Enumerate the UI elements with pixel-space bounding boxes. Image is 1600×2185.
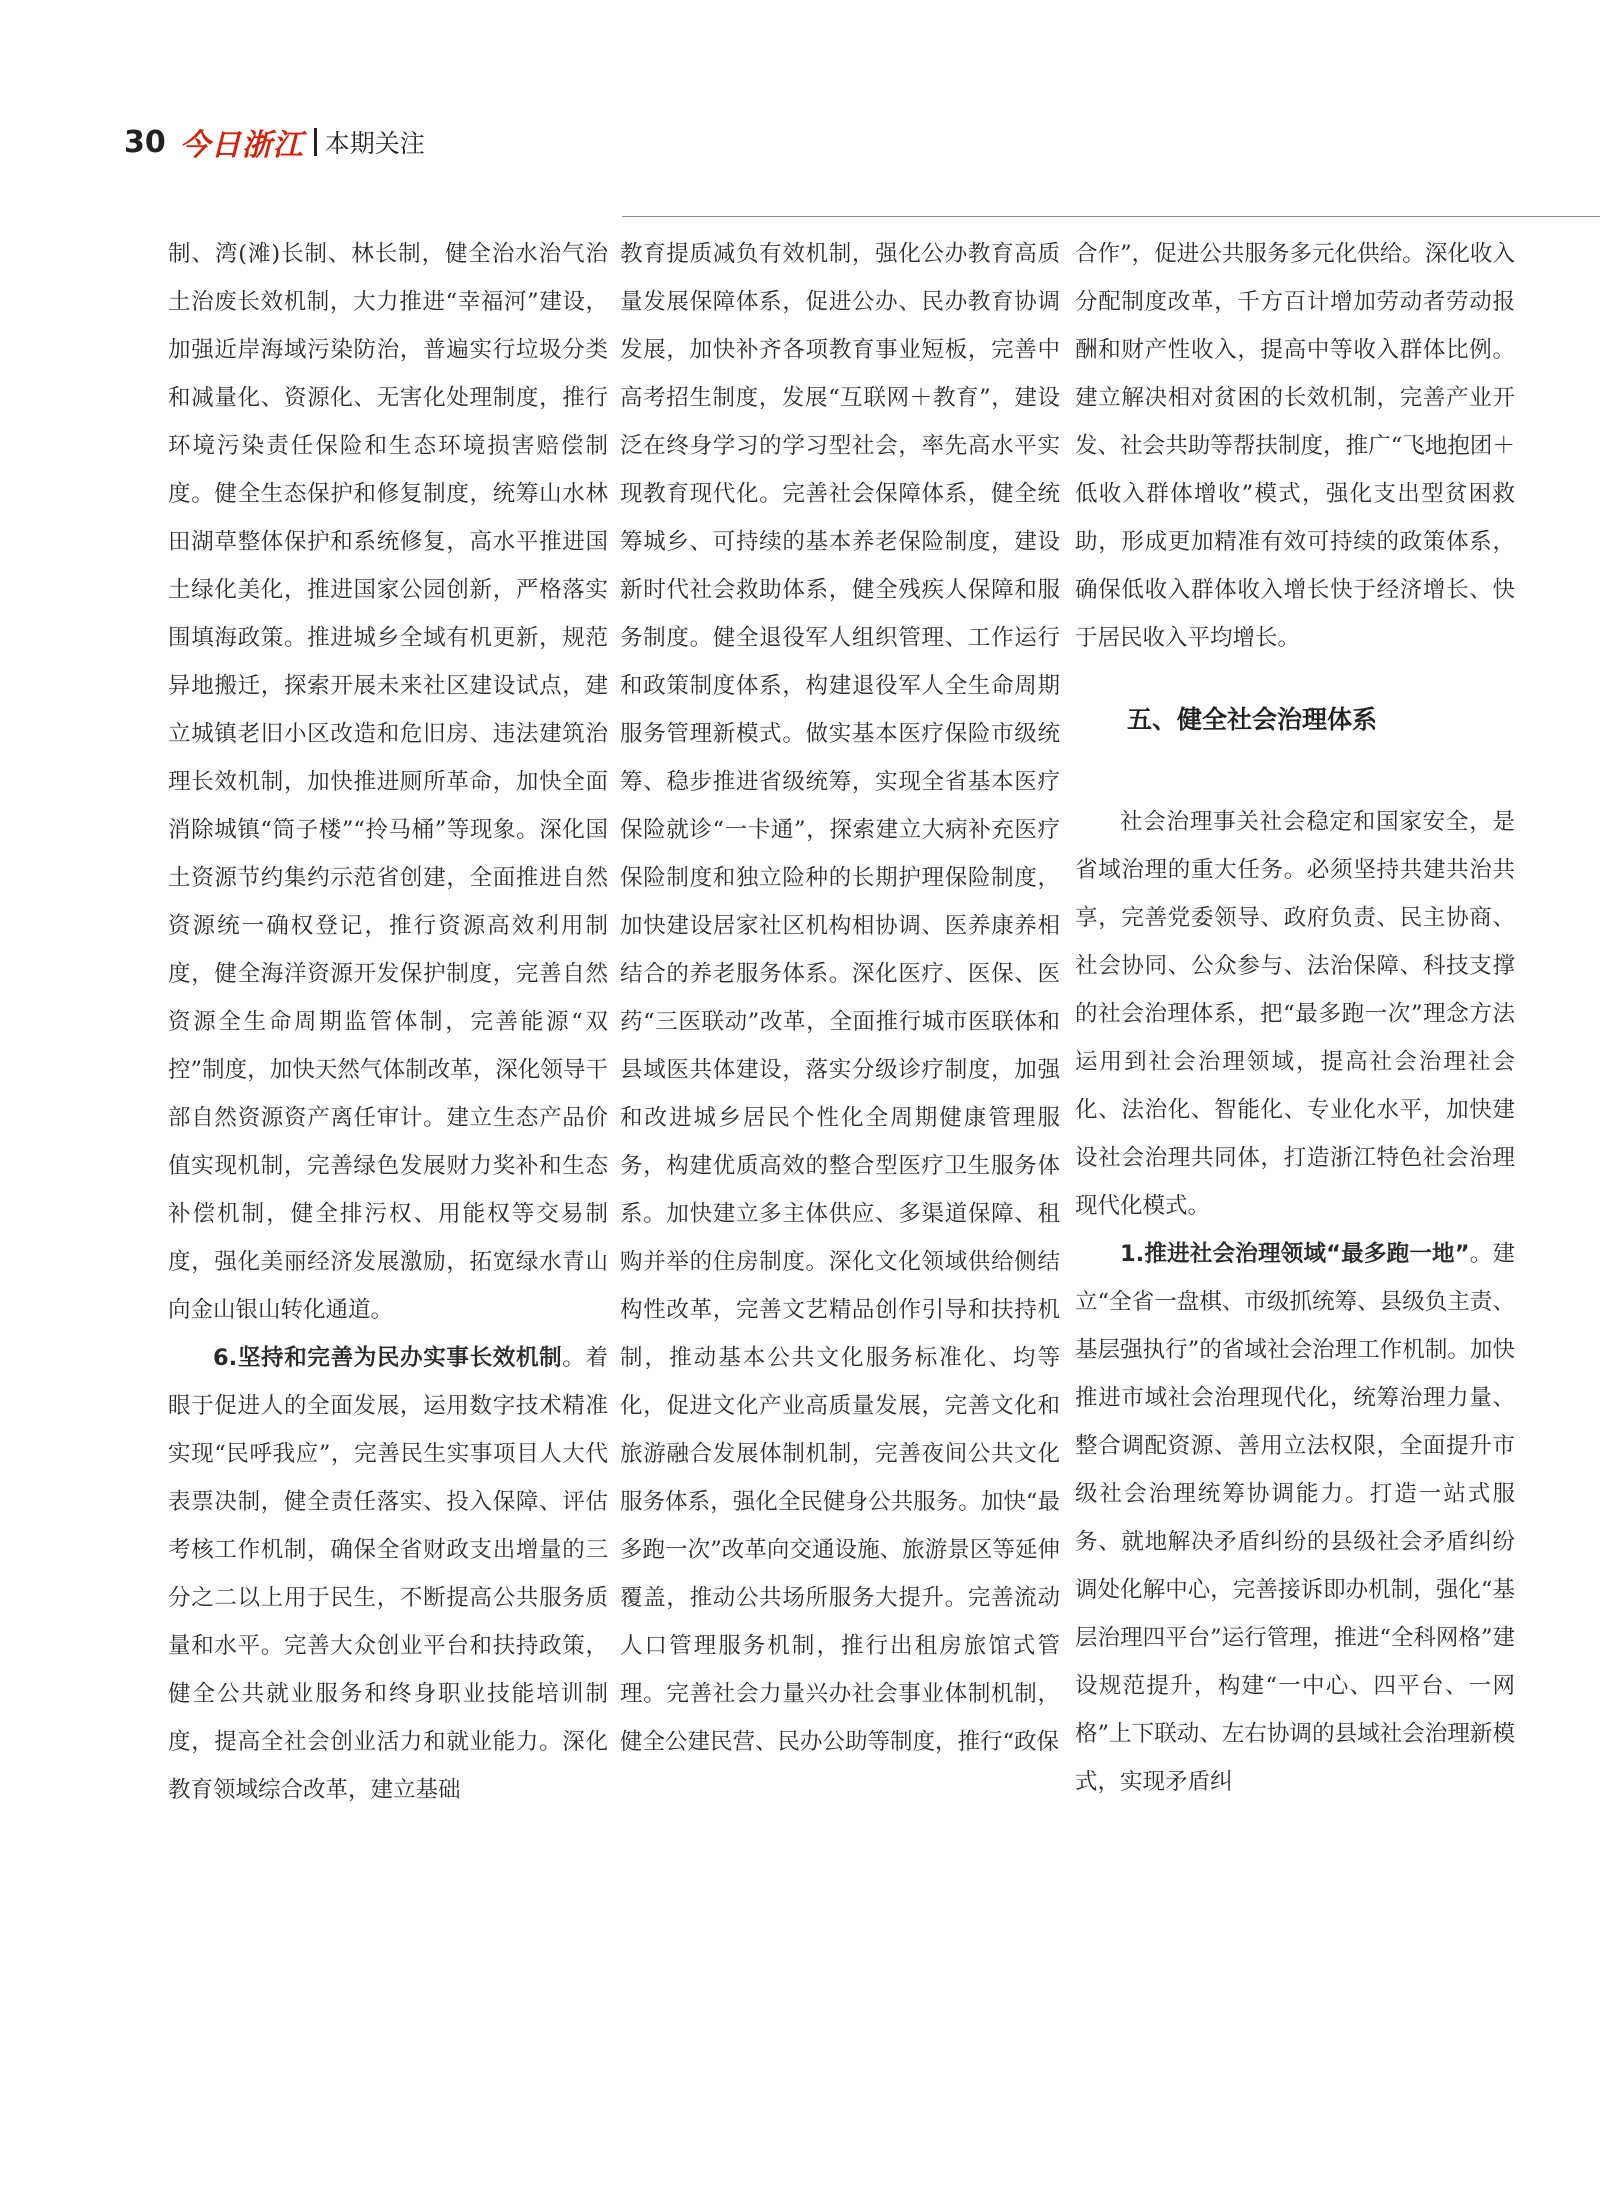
text-column-3 bbox=[1075, 230, 1515, 2010]
paragraph: 教育提质减负有效机制，强化公办教育高质量发展保障体系，促进公办、民办教育协调发展，加快补齐各项教育事业短板，完善中高考招生制度，发展“互联网＋教育”，建设泛在终身学习的学习型社会，率先高水平实现教育现代化。完善社会保障体系，健全统筹城乡、可持续的基本养老保险制度，建设新时代社会救助体系，健全残疾人保障和服务制度。健全退役军人组织管理、工作运行和政策制度体系，构建退役军人全生命周期服务管理新模式。做实基本医疗保险市级统筹、稳步推进省级统筹，实现全省基本医疗保险就诊“一卡通”，探索建立大病补充医疗保险制度和独立险种的长期护理保险制度，加快建设居家社区机构相协调、医养康养相结合的养老服务体系。深化医疗、医保、医药“三医联动”改革，全面推行城市医联体和县域医共体建设，落实分级诊疗制度，加强和改进城乡居民个性化全周期健康管理服务，构建优质高效的整合型医疗卫生服务体系。加快建立多主体供应、多渠道保障、租购并举的住房制度。深化文化领域供给侧结构性改革，完善文艺精品创作引导和扶持机制，推动基本公共文化服务标准化、均等化，促进文化产业高质量发展，完善文化和旅游融合发展体制机制，完善夜间公共文化服务体系，强化全民健身公共服务。加快“最多跑一次”改革向交通设施、旅游景区等延伸覆盖，推动公共场所服务大提升。完善流动人口管理服务机制，推行出租房旅馆式管理。完善社会力量兴办社会事业体制机制，健全公建民营、民办公助等制度，推行“政保 bbox=[620, 241, 1060, 1755]
paragraph-body: 。着眼于促进人的全面发展，运用数字技术精准实现“民呼我应”，完善民生实事项目人大代表票决制，健全责任落实、投入保障、评估考核工作机制，确保全省财政支出增量的三分之二以上用于民生，不断提高公共服务质量和水平。完善大众创业平台和扶持政策，健全公共就业服务和终身职业技能培训制度，提高全社会创业活力和就业能力。深化教育领域综合改革，建立基础 bbox=[168, 1345, 608, 1803]
paragraph: 合作”，促进公共服务多元化供给。深化收入分配制度改革，千方百计增加劳动者劳动报酬和财产性收入，提高中等收入群体比例。建立解决相对贫困的长效机制，完善产业开发、社会共助等帮扶制度，推广“飞地抱团＋低收入群体增收”模式，强化支出型贫困救助，形成更加精准有效可持续的政策体系，确保低收入群体收入增长快于经济增长、快于居民收入平均增长。 bbox=[1075, 241, 1515, 651]
section-heading: 五、健全社会治理体系 bbox=[1127, 705, 1378, 734]
page-header bbox=[124, 122, 425, 162]
paragraph-body: 。建立“全省一盘棋、市级抓统筹、县级负主责、基层强执行”的省域社会治理工作机制。加快推进市域社会治理现代化，统筹治理力量、整合调配资源、善用立法权限，全面提升市级社会治理统筹协调能力。打造一站式服务、就地解决矛盾纠纷的县级社会矛盾纠纷调处化解中心，完善接诉即办机制，强化“基层治理四平台”运行管理，推进“全科网格”建设规范提升，构建“一中心、四平台、一网格”上下联动、左右协调的县域社会治理新模式，实现矛盾纠 bbox=[1075, 1241, 1515, 1795]
paragraph: 制、湾(滩)长制、林长制，健全治水治气治土治废长效机制，大力推进“幸福河”建设，加强近岸海域污染防治，普遍实行垃圾分类和减量化、资源化、无害化处理制度，推行环境污染责任保险和生态环境损害赔偿制度。健全生态保护和修复制度，统筹山水林田湖草整体保护和系统修复，高水平推进国土绿化美化，推进国家公园创新，严格落实围填海政策。推进城乡全域有机更新，规范异地搬迁，探索开展未来社区建设试点，建立城镇老旧小区改造和危旧房、违法建筑治理长效机制，加快推进厕所革命，加快全面消除城镇“筒子楼”“拎马桶”等现象。深化国土资源节约集约示范省创建，全面推进自然资源统一确权登记，推行资源高效利用制度，健全海洋资源开发保护制度，完善自然资源全生命周期监管体制，完善能源“双控”制度，加快天然气体制改革，深化领导干部自然资源资产离任审计。建立生态产品价值实现机制，完善绿色发展财力奖补和生态补偿机制，健全排污权、用能权等交易制度，强化美丽经济发展激励，拓宽绿水青山向金山银山转化通道。 bbox=[168, 241, 608, 1323]
paragraph: 社会治理事关社会稳定和国家安全，是省域治理的重大任务。必须坚持共建共治共享，完善党委领导、政府负责、民主协商、社会协同、公众参与、法治保障、科技支撑的社会治理体系，把“最多跑一次”理念方法运用到社会治理领域，提高社会治理社会化、法治化、智能化、专业化水平，加快建设社会治理共同体，打造浙江特色社会治理现代化模式。 bbox=[1075, 809, 1515, 1219]
text-column-1 bbox=[168, 230, 608, 2010]
subsection-title: 1.推进社会治理领域“最多跑一地” bbox=[1120, 1241, 1470, 1267]
subsection-title: 6.坚持和完善为民办实事长效机制 bbox=[213, 1345, 563, 1371]
text-column-2 bbox=[620, 230, 1060, 2010]
header-divider bbox=[314, 128, 317, 156]
page-number: 30 bbox=[124, 124, 166, 160]
magazine-logo: 今日浙江 bbox=[179, 128, 304, 163]
section-name: 本期关注 bbox=[324, 129, 425, 158]
header-rule bbox=[622, 216, 1600, 217]
paragraph bbox=[168, 1334, 608, 1814]
paragraph bbox=[1075, 1230, 1515, 1806]
